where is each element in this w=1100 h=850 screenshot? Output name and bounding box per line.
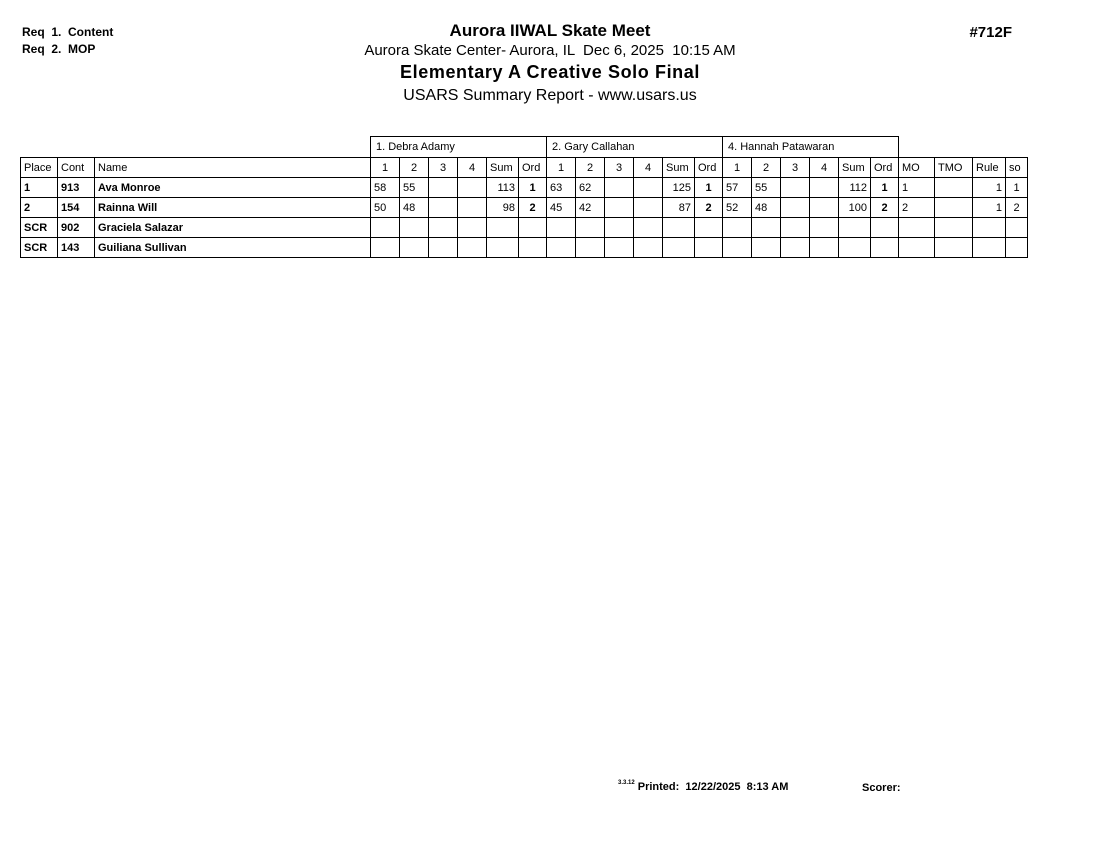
sum-cell	[663, 218, 695, 238]
tmo-cell	[935, 218, 973, 238]
score-cell: 50	[371, 198, 400, 218]
header-score-4: 4	[634, 158, 663, 178]
header-score-1: 1	[547, 158, 576, 178]
score-cell	[458, 218, 487, 238]
rule-cell	[973, 218, 1006, 238]
header-ord: Ord	[519, 158, 547, 178]
table-row	[21, 218, 1028, 238]
score-cell	[634, 198, 663, 218]
so-cell: 2	[1006, 198, 1028, 218]
sum-cell: 112	[839, 178, 871, 198]
ord-cell: 1	[519, 178, 547, 198]
place-cell: 1	[21, 178, 58, 198]
judge-2-name: 2. Gary Callahan	[547, 137, 723, 158]
req-line-1: Req 1. Content	[22, 25, 114, 39]
score-cell	[781, 198, 810, 218]
score-cell	[458, 178, 487, 198]
score-cell	[634, 218, 663, 238]
score-cell	[605, 238, 634, 258]
header-cont: Cont	[58, 158, 95, 178]
score-cell: 42	[576, 198, 605, 218]
score-cell	[400, 238, 429, 258]
cont-cell: 913	[58, 178, 95, 198]
ord-cell	[519, 218, 547, 238]
column-header-row	[21, 158, 1028, 178]
so-cell: 1	[1006, 178, 1028, 198]
sum-cell: 113	[487, 178, 519, 198]
header-ord: Ord	[695, 158, 723, 178]
ord-cell: 2	[695, 198, 723, 218]
score-cell	[752, 218, 781, 238]
judge-4-name: 4. Hannah Patawaran	[723, 137, 899, 158]
score-cell	[810, 218, 839, 238]
so-cell	[1006, 238, 1028, 258]
score-cell	[781, 238, 810, 258]
judges-header-row	[21, 137, 1028, 158]
name-cell: Rainna Will	[95, 198, 371, 218]
printed-timestamp: Printed: 12/22/2025 8:13 AM	[637, 781, 789, 793]
results-table	[20, 136, 1028, 258]
sum-cell	[663, 238, 695, 258]
score-cell	[458, 198, 487, 218]
printed-line	[618, 780, 788, 793]
spacer	[899, 137, 1028, 158]
ord-cell: 1	[871, 178, 899, 198]
event-number: #712F	[969, 24, 1012, 41]
table-row	[21, 198, 1028, 218]
mo-cell: 2	[899, 198, 935, 218]
software-version: 3.3.12	[618, 780, 635, 786]
scorer-label: Scorer:	[862, 782, 901, 794]
sum-cell: 87	[663, 198, 695, 218]
score-cell	[400, 218, 429, 238]
tmo-cell	[935, 238, 973, 258]
score-cell	[810, 198, 839, 218]
score-cell: 63	[547, 178, 576, 198]
score-cell	[605, 218, 634, 238]
tmo-cell	[935, 198, 973, 218]
table-row	[21, 238, 1028, 258]
score-cell: 57	[723, 178, 752, 198]
header-score-4: 4	[810, 158, 839, 178]
report-header	[0, 20, 1100, 107]
mo-cell	[899, 238, 935, 258]
header-tmo: TMO	[935, 158, 973, 178]
table-row	[21, 178, 1028, 198]
ord-cell: 2	[871, 198, 899, 218]
header-score-3: 3	[429, 158, 458, 178]
mo-cell: 1	[899, 178, 935, 198]
header-sum: Sum	[487, 158, 519, 178]
score-cell	[810, 178, 839, 198]
event-title: Elementary A Creative Solo Final	[400, 62, 700, 82]
judge-1-name: 1. Debra Adamy	[371, 137, 547, 158]
rule-cell: 1	[973, 198, 1006, 218]
ord-cell	[695, 238, 723, 258]
header-so: so	[1006, 158, 1028, 178]
header-ord: Ord	[871, 158, 899, 178]
tmo-cell	[935, 178, 973, 198]
header-rule: Rule	[973, 158, 1006, 178]
so-cell	[1006, 218, 1028, 238]
score-cell	[781, 218, 810, 238]
score-cell: 55	[752, 178, 781, 198]
sum-cell: 98	[487, 198, 519, 218]
sum-cell	[487, 218, 519, 238]
cont-cell: 143	[58, 238, 95, 258]
header-score-1: 1	[371, 158, 400, 178]
place-cell: SCR	[21, 238, 58, 258]
header-score-3: 3	[605, 158, 634, 178]
sum-cell	[839, 238, 871, 258]
sum-cell: 125	[663, 178, 695, 198]
header-score-1: 1	[723, 158, 752, 178]
score-cell	[429, 178, 458, 198]
header-score-2: 2	[752, 158, 781, 178]
venue-date-line: Aurora Skate Center- Aurora, IL Dec 6, 2025 10:15 AM	[364, 42, 736, 59]
name-cell: Ava Monroe	[95, 178, 371, 198]
sum-cell: 100	[839, 198, 871, 218]
score-cell	[576, 218, 605, 238]
score-cell	[605, 198, 634, 218]
header-mo: MO	[899, 158, 935, 178]
header-score-2: 2	[400, 158, 429, 178]
place-cell: 2	[21, 198, 58, 218]
score-cell	[429, 218, 458, 238]
ord-cell	[871, 238, 899, 258]
header-place: Place	[21, 158, 58, 178]
score-cell: 62	[576, 178, 605, 198]
meet-title: Aurora IIWAL Skate Meet	[449, 21, 651, 40]
ord-cell	[871, 218, 899, 238]
rule-cell	[973, 238, 1006, 258]
header-score-2: 2	[576, 158, 605, 178]
place-cell: SCR	[21, 218, 58, 238]
header-sum: Sum	[839, 158, 871, 178]
header-name: Name	[95, 158, 371, 178]
score-cell	[752, 238, 781, 258]
score-cell	[429, 198, 458, 218]
score-cell	[810, 238, 839, 258]
score-cell	[634, 178, 663, 198]
score-cell	[605, 178, 634, 198]
score-cell: 58	[371, 178, 400, 198]
ord-cell	[695, 218, 723, 238]
score-cell	[547, 218, 576, 238]
score-cell	[576, 238, 605, 258]
name-cell: Guiliana Sullivan	[95, 238, 371, 258]
sum-cell	[839, 218, 871, 238]
score-cell	[371, 238, 400, 258]
score-cell: 55	[400, 178, 429, 198]
report-type-line: USARS Summary Report - www.usars.us	[403, 87, 697, 104]
cont-cell: 154	[58, 198, 95, 218]
name-cell: Graciela Salazar	[95, 218, 371, 238]
spacer	[21, 137, 371, 158]
score-cell	[723, 238, 752, 258]
score-cell	[723, 218, 752, 238]
score-cell	[429, 238, 458, 258]
results-tbody	[21, 178, 1028, 258]
header-score-4: 4	[458, 158, 487, 178]
header-sum: Sum	[663, 158, 695, 178]
mo-cell	[899, 218, 935, 238]
score-cell: 45	[547, 198, 576, 218]
ord-cell: 2	[519, 198, 547, 218]
req-line-2: Req 2. MOP	[22, 42, 96, 56]
ord-cell: 1	[695, 178, 723, 198]
score-cell: 52	[723, 198, 752, 218]
score-cell: 48	[400, 198, 429, 218]
ord-cell	[519, 238, 547, 258]
score-cell	[458, 238, 487, 258]
cont-cell: 902	[58, 218, 95, 238]
score-cell	[371, 218, 400, 238]
score-cell	[547, 238, 576, 258]
score-cell	[634, 238, 663, 258]
score-cell: 48	[752, 198, 781, 218]
score-cell	[781, 178, 810, 198]
rule-cell: 1	[973, 178, 1006, 198]
header-score-3: 3	[781, 158, 810, 178]
sum-cell	[487, 238, 519, 258]
